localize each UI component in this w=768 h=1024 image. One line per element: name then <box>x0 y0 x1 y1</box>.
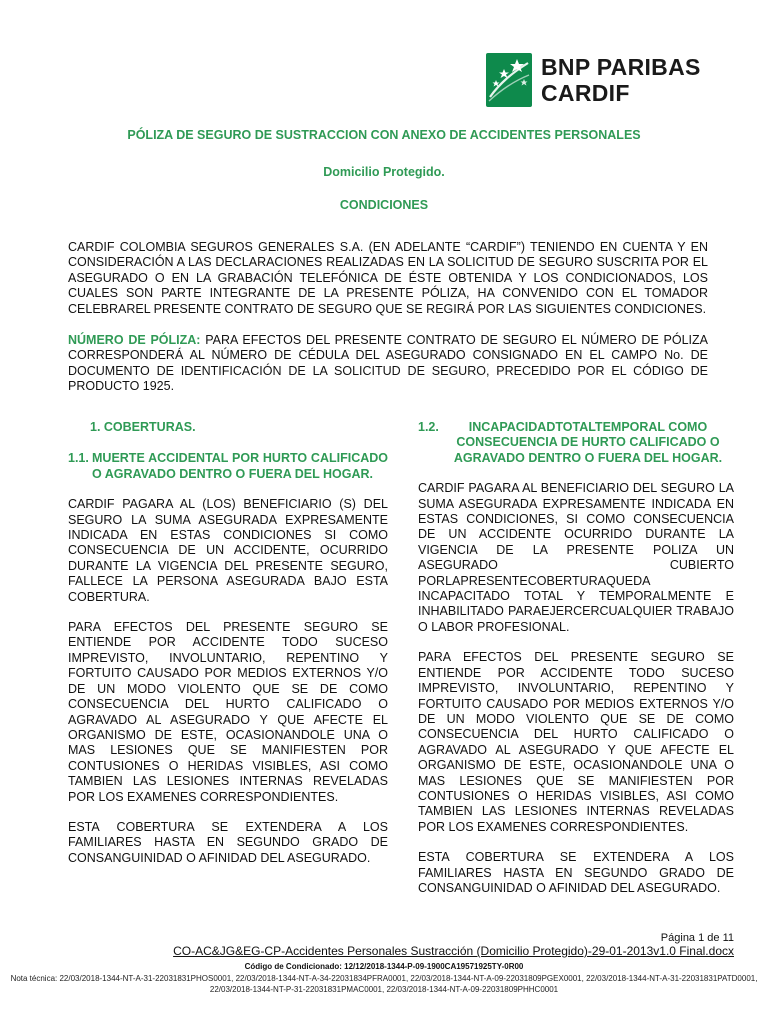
logo-line-2: CARDIF <box>541 79 630 106</box>
poliza-paragraph <box>68 333 708 395</box>
page-number: Página 1 de 11 <box>660 932 734 944</box>
subsection-title: INCAPACIDADTOTALTEMPORAL COMO CONSECUENCIA DE HURTO CALIFICADO O AGRAVADO DENTRO O FUERA DEL HOGAR. <box>453 420 723 465</box>
left-paragraph-3: ESTA COBERTURA SE EXTENDERA A LOS FAMILIARES HASTA EN SEGUNDO GRADO DE CONSANGUINIDAD O AFINIDAD DEL ASEGURADO. <box>68 819 388 865</box>
right-column <box>418 420 734 896</box>
subsection-title: MUERTE ACCIDENTAL POR HURTO CALIFICADO O AGRAVADO DENTRO O FUERA DEL HOGAR. <box>92 451 388 481</box>
logo-line-1: BNP PARIBAS <box>541 53 701 80</box>
document-title: PÓLIZA DE SEGURO DE SUSTRACCION CON ANEXO DE ACCIDENTES PERSONALES <box>127 128 641 142</box>
intro-paragraph: CARDIF COLOMBIA SEGUROS GENERALES S.A. (EN ADELANTE “CARDIF”) TENIENDO EN CUENTA Y EN CONSIDERACIÓN A LAS DECLARACIONES REALIZADAS EN LA SOLICITUD DE SEGURO SUSCRITA POR EL ASEGURADO O EN LA GRABACIÓN TELEFÓNICA DE ÉSTE OBTENIDA Y LOS CONDICIONADOS, LOS CUALES SON PARTE INTEGRANTE DE LA PRESENTE PÓLIZA, HA CONVENIDO CON EL TOMADOR CELEBRAREL PRESENTE CONTRATO DE SEGURO QUE SE REGIRÁ POR LAS SIGUIENTES CONDICIONES. <box>68 240 708 316</box>
left-paragraph-2: PARA EFECTOS DEL PRESENTE SEGURO SE ENTIENDE POR ACCIDENTE TODO SUCESO IMPREVISTO, INVOLUNTARIO, REPENTINO Y FORTUITO CAUSADO POR MEDIOS EXTERNOS Y/O DE UN MODO VIOLENTO QUE SE DE COMO CONSECUENCIA DEL HURTO CALIFICADO O AGRAVADO AL ASEGURADO Y QUE AFECTE EL ORGANISMO DE ESTE, OCASIONANDOLE UNA O MAS LESIONES QUE SE MANIFIESTEN POR CONTUSIONES O HERIDAS VISIBLES, ASI COMO TAMBIEN LAS LESIONES INTERNAS REVELADAS POR LOS EXAMENES CORRESPONDIENTES. <box>68 620 388 804</box>
subsection-1-2 <box>418 420 734 466</box>
right-paragraph-1: CARDIF PAGARA AL BENEFICIARIO DEL SEGURO LA SUMA ASEGURADA EXPRESAMENTE INDICADA EN ESTAS CONDICIONES, SI COMO CONSECUENCIA DE UN ACCIDENTE OCURRIDO DURANTE LA VIGENCIA DE LA PRESENTE POLIZA UN ASEGURADO CUBIERTO PORLAPRESENTECOBERTURAQUEDA INCAPACITADO TOTAL Y TEMPORALMENTE E INHABILITADO PARAEJERCERCUALQUIER TRABAJO O LABOR PROFESIONAL. <box>418 481 734 634</box>
section-coberturas: 1. COBERTURAS. <box>90 420 196 434</box>
right-paragraph-2: PARA EFECTOS DEL PRESENTE SEGURO SE ENTIENDE POR ACCIDENTE TODO SUCESO IMPREVISTO, INVOLUNTARIO, REPENTINO Y FORTUITO CAUSADO POR MEDIOS EXTERNOS Y/O DE UN MODO VIOLENTO QUE SE DE COMO CONSECUENCIA DEL HURTO CALIFICADO O AGRAVADO AL ASEGURADO Y QUE AFECTE EL ORGANISMO DE ESTE, OCASIONANDOLE UNA O MAS LESIONES QUE SE MANIFIESTEN POR CONTUSIONES O HERIDAS VISIBLES, ASI COMO TAMBIEN LAS LESIONES INTERNAS REVELADAS POR LOS EXAMENES CORRESPONDIENTES. <box>418 650 734 834</box>
left-paragraph-1: CARDIF PAGARA AL (LOS) BENEFICIARIO (S) DEL SEGURO LA SUMA ASEGURADA EXPRESAMENTE INDICADA EN ESTAS CONDICIONES SI COMO CONSECUENCIA DE UN ACCIDENTE, OCURRIDO DURANTE LA VIGENCIA DEL PRESENTE SEGURO, FALLECE LA PERSONA ASEGURADA BAJO ESTA COBERTURA. <box>68 497 388 604</box>
document-subtitle: Domicilio Protegido. <box>323 165 445 179</box>
right-paragraph-3: ESTA COBERTURA SE EXTENDERA A LOS FAMILIARES HASTA EN SEGUNDO GRADO DE CONSANGUINIDAD O AFINIDAD DEL ASEGURADO. <box>418 850 734 895</box>
condition-code: Código de Condicionado: 12/12/2018-1344-P-09-1900CA19571925TY-0R00 <box>244 962 524 971</box>
subsection-number: 1.1. <box>68 451 89 466</box>
subsection-1-1 <box>68 451 388 482</box>
bnp-paribas-cardif-logo <box>486 53 701 107</box>
technical-note: Nota técnica: 22/03/2018-1344-NT-A-31-22031831PHOS0001, 22/03/2018-1344-NT-A-34-22031834PFRA0001, 22/03/2018-1344-NT-A-09-22031809PGEX0001, 22/03/2018-1344-NT-A-31-22031831PATD0001, 22/03/2018-1344-NT-P-31-22031831PMAC0001, 22/03/2018-1344-NT-A-09-22031809PHHC0001 <box>10 974 758 994</box>
subsection-number: 1.2. <box>418 420 439 434</box>
left-column <box>68 420 388 866</box>
poliza-label: NÚMERO DE PÓLIZA: <box>68 333 201 347</box>
stars-icon <box>486 53 532 107</box>
conditions-heading: CONDICIONES <box>339 198 429 212</box>
poliza-text: PARA EFECTOS DEL PRESENTE CONTRATO DE SEGURO EL NÚMERO DE PÓLIZA CORRESPONDERÁ AL NÚMERO DE CÉDULA DEL ASEGURADO CONSIGNADO EN EL CAMPO No. DE DOCUMENTO DE IDENTIFICACIÓN DE LA SOLICITUD DE SEGURO, PRECEDIDO POR EL CÓDIGO DE PRODUCTO 1925. <box>68 333 708 394</box>
document-filename: CO-AC&JG&EG-CP-Accidentes Personales Sustracción (Domicilio Protegido)-29-01-2013v1.0 Final.docx <box>173 944 734 958</box>
